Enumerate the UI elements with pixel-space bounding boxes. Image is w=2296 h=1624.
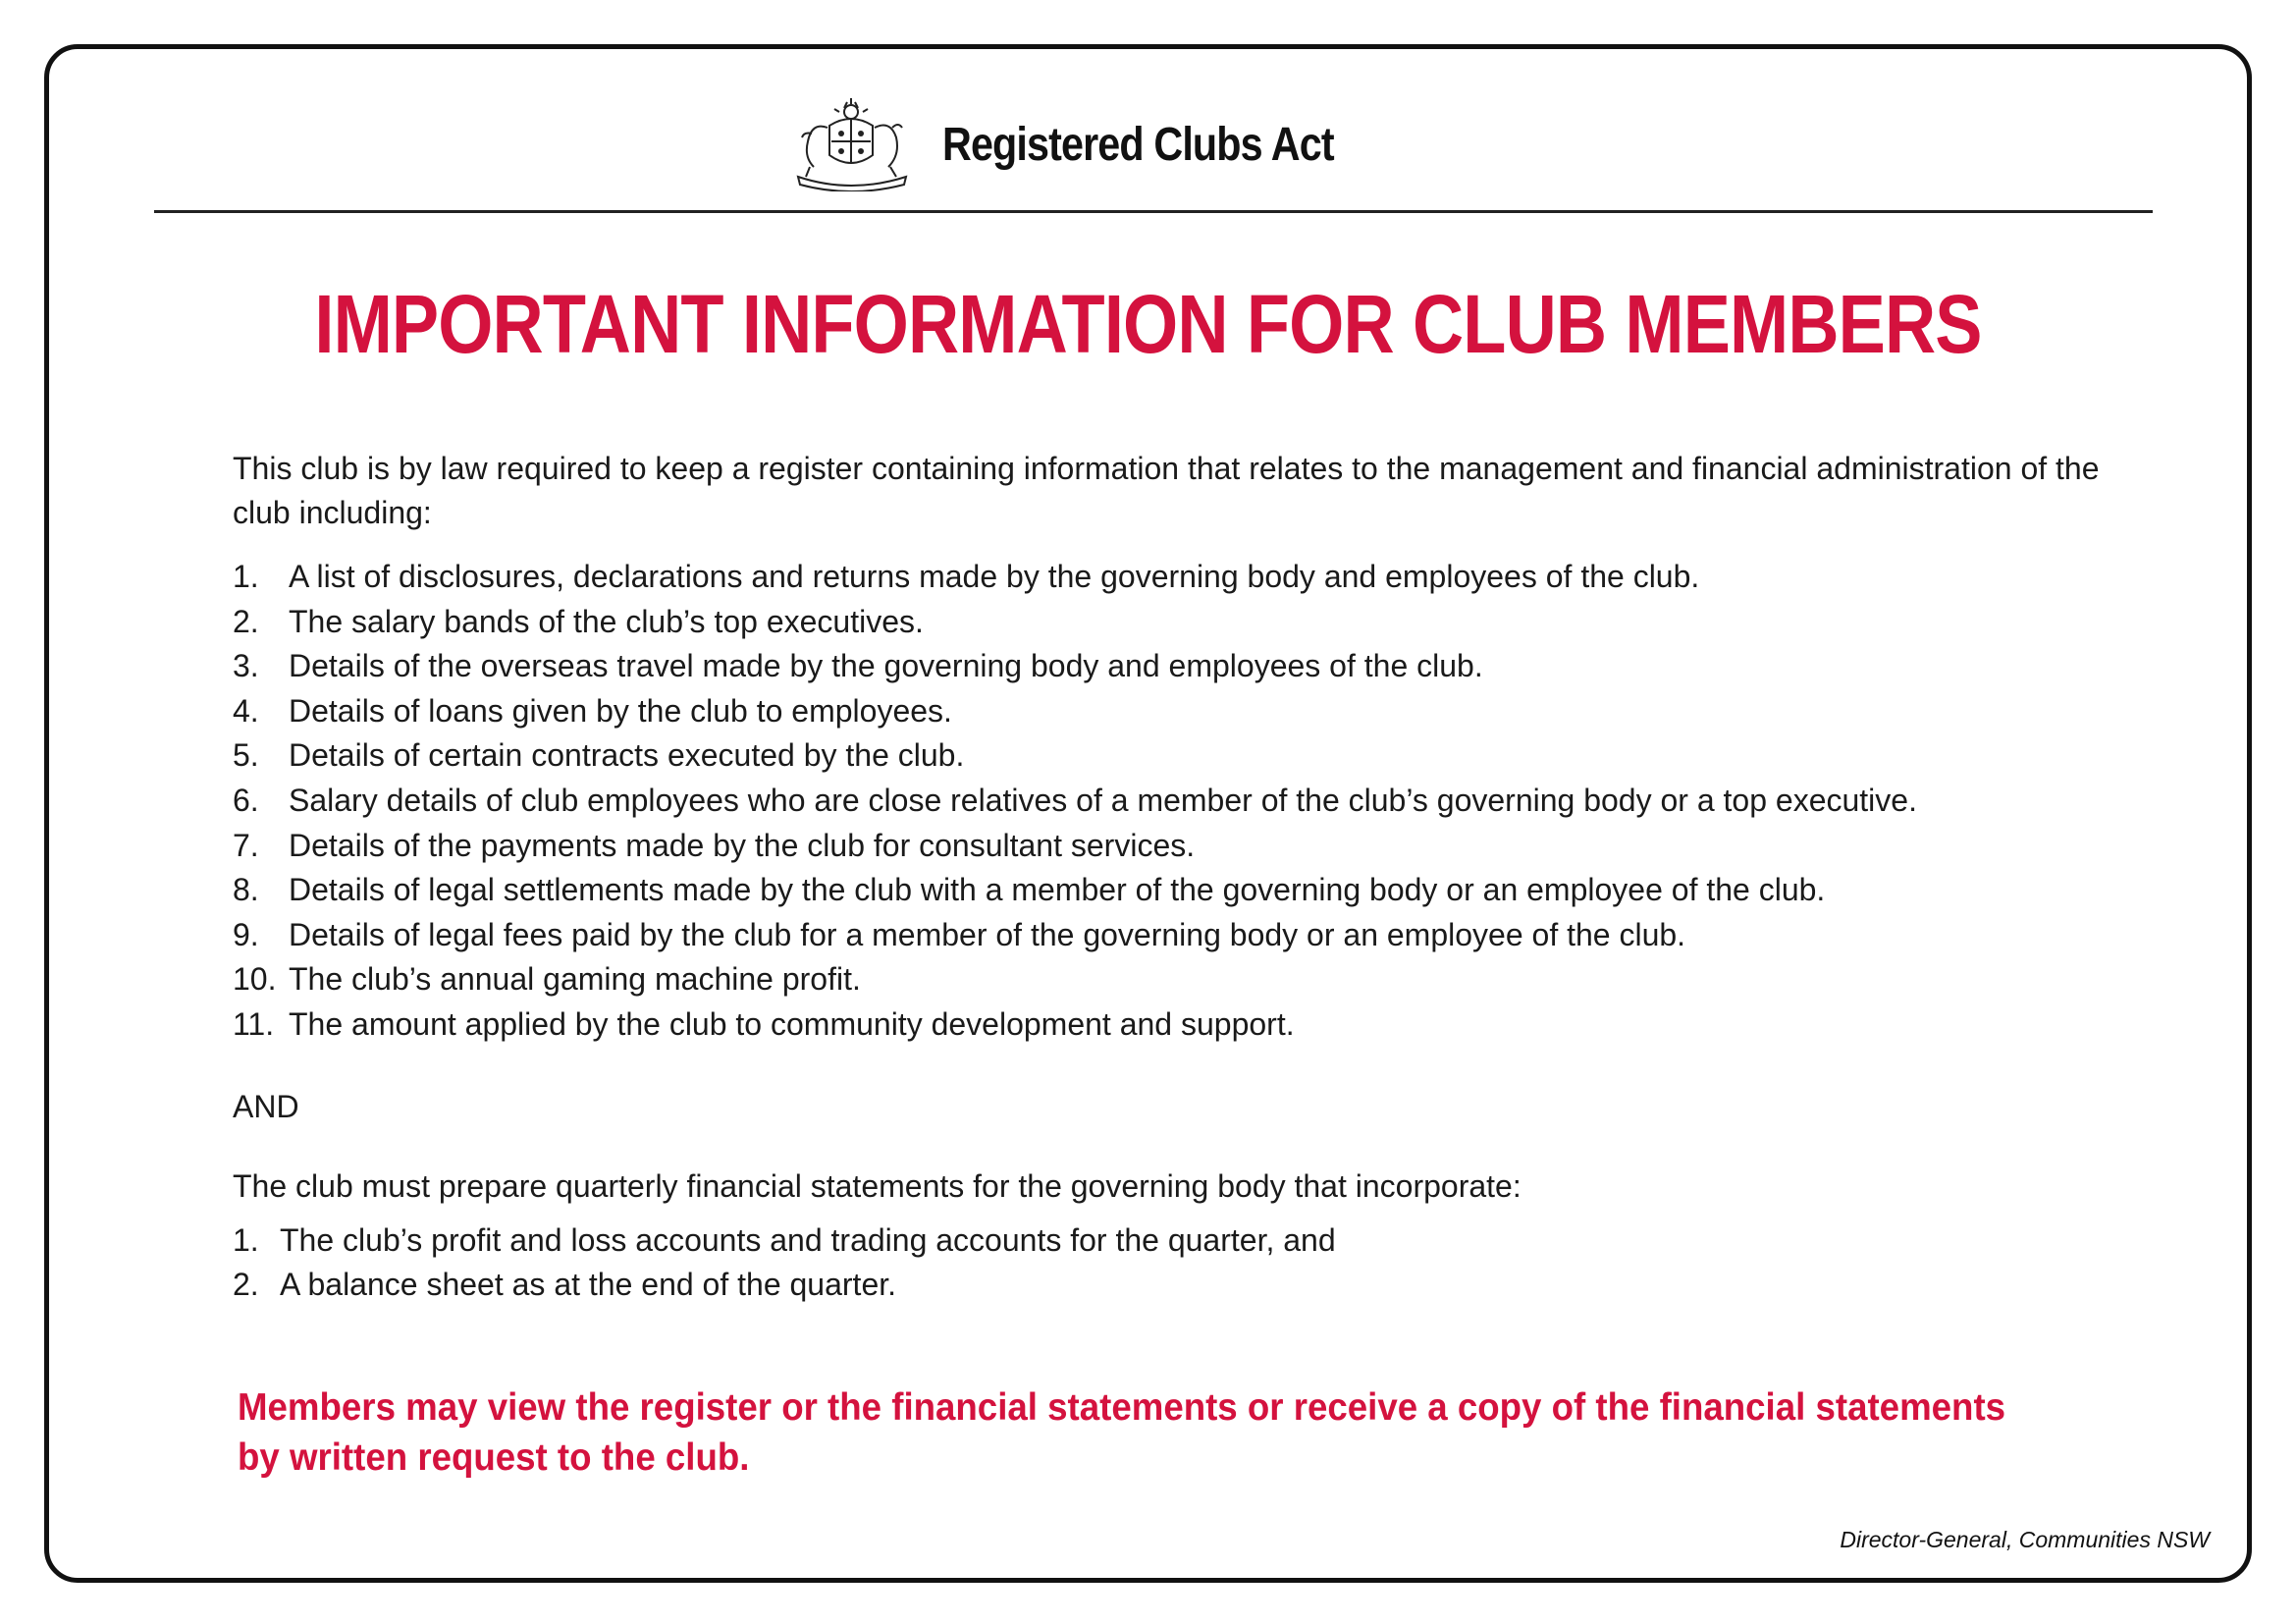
item-text: Details of loans given by the club to employees.: [289, 692, 952, 729]
body-content: [233, 447, 2127, 1308]
and-label: AND: [233, 1088, 299, 1124]
item-text: Details of legal settlements made by the club with a member of the governing body or an employee of the club.: [289, 872, 1826, 908]
register-intro: This club is by law required to keep a register containing information that relates to the management and financial administration of the club including:: [233, 451, 2100, 530]
list-item: [233, 824, 2127, 869]
list-item: [233, 689, 2127, 734]
item-text: The amount applied by the club to community development and support.: [289, 1005, 1295, 1042]
signoff: Director-General, Communities NSW: [1840, 1527, 2210, 1552]
item-text: The club’s profit and loss accounts and trading accounts for the quarter, and: [280, 1221, 1336, 1258]
list-item: [233, 733, 2127, 779]
item-text: Details of the overseas travel made by the governing body and employees of the club.: [289, 648, 1483, 684]
item-number: 8.: [233, 872, 259, 908]
item-number: 3.: [233, 648, 259, 684]
item-text: A list of disclosures, declarations and returns made by the governing body and employees of the club.: [289, 559, 1700, 594]
item-number: 9.: [233, 916, 259, 952]
list-item: [233, 957, 2127, 1002]
item-number: 1.: [233, 559, 259, 594]
financial-intro: The club must prepare quarterly financial statements for the governing body that incorporate:: [233, 1167, 1522, 1204]
item-number: 7.: [233, 827, 259, 863]
list-item: [233, 1263, 2127, 1308]
item-text: The club’s annual gaming machine profit.: [289, 961, 861, 998]
item-text: The salary bands of the club’s top executives.: [289, 603, 924, 639]
register-list: [233, 555, 2127, 1048]
list-item: [233, 600, 2127, 645]
list-item: [233, 913, 2127, 958]
header-divider: [154, 210, 2153, 213]
item-number: 2.: [233, 603, 259, 639]
item-text: Salary details of club employees who are close relatives of a member of the club’s governing body or a top executive.: [289, 782, 1917, 818]
item-number: 4.: [233, 692, 259, 729]
page-title: IMPORTANT INFORMATION FOR CLUB MEMBERS: [314, 278, 1982, 370]
item-number: 11.: [233, 1005, 275, 1042]
header: [0, 98, 2296, 191]
item-number: 10.: [233, 961, 277, 998]
item-number: 1.: [233, 1221, 259, 1258]
item-text: A balance sheet as at the end of the quarter.: [280, 1267, 897, 1303]
item-text: Details of legal fees paid by the club for a member of the governing body or an employee of the club.: [289, 916, 1686, 952]
list-item: [233, 555, 2127, 600]
list-item: [233, 1218, 2127, 1264]
coat-of-arms-icon: [790, 98, 913, 191]
item-number: 2.: [233, 1267, 259, 1303]
member-notice: Members may view the register or the financial statements or receive a copy of the financial statements by written request to the club.: [238, 1386, 2006, 1479]
act-title: Registered Clubs Act: [942, 119, 1334, 171]
list-item: [233, 779, 2127, 824]
list-item: [233, 644, 2127, 689]
item-text: Details of the payments made by the club for consultant services.: [289, 827, 1196, 863]
item-number: 6.: [233, 782, 259, 818]
item-text: Details of certain contracts executed by the club.: [289, 737, 965, 774]
list-item: [233, 1002, 2127, 1048]
financial-list: [233, 1218, 2127, 1308]
list-item: [233, 868, 2127, 913]
item-number: 5.: [233, 737, 259, 774]
